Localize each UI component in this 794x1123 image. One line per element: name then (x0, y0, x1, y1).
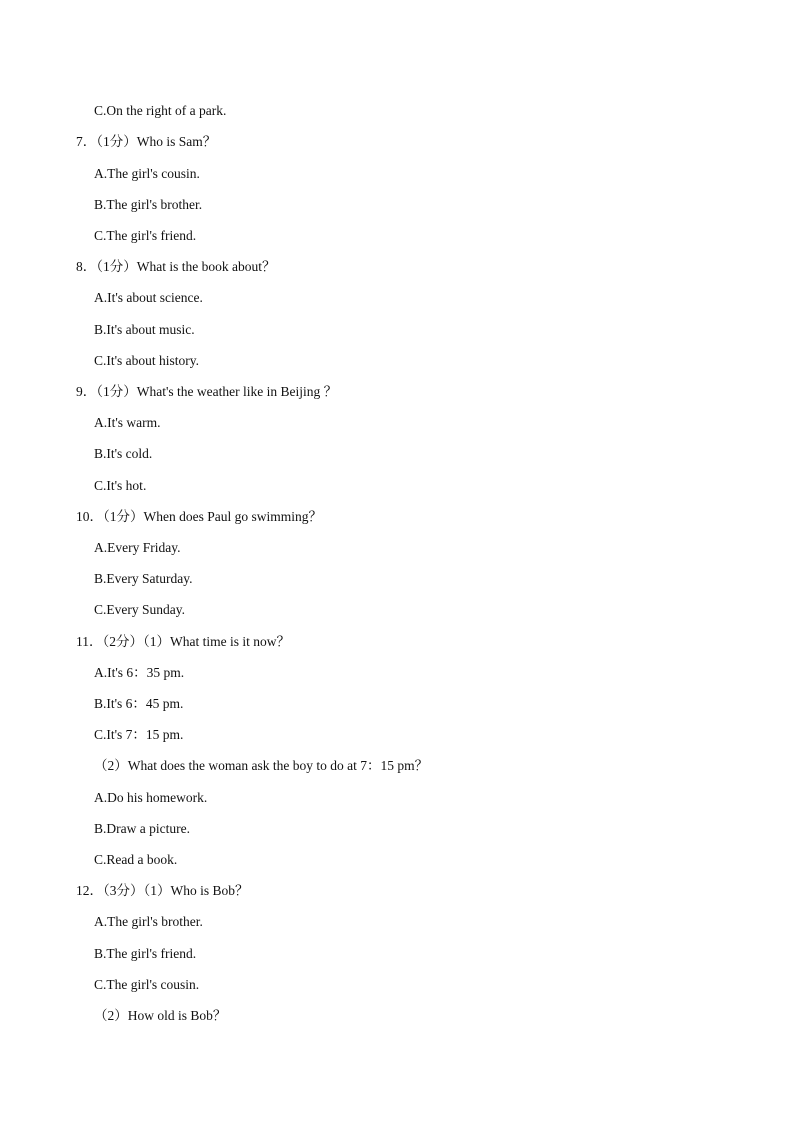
option-7c: C.The girl's friend. (94, 228, 197, 243)
option-9c: C.It's hot. (94, 478, 147, 493)
option-7b: B.The girl's brother. (94, 197, 203, 212)
option-9a: A.It's warm. (94, 415, 161, 430)
option-8a: A.It's about science. (94, 290, 203, 305)
option-11-2c: C.Read a book. (94, 852, 178, 867)
option-10b: B.Every Saturday. (94, 571, 193, 586)
option-11-2b: B.Draw a picture. (94, 821, 190, 836)
option-8c: C.It's about history. (94, 353, 200, 368)
option-12-1b: B.The girl's friend. (94, 946, 197, 961)
option-6c: C.On the right of a park. (94, 103, 227, 118)
option-11-1b: B.It's 6：45 pm. (94, 696, 184, 711)
option-11-1c: C.It's 7：15 pm. (94, 727, 184, 742)
option-9b: B.It's cold. (94, 446, 153, 461)
option-10a: A.Every Friday. (94, 540, 181, 555)
question-11-part-2: （2）What does the woman ask the boy to do at 7：15 pm？ (94, 758, 429, 773)
option-8b: B.It's about music. (94, 322, 195, 337)
question-11: 11．（2分）（1）What time is it now？ (76, 634, 290, 649)
question-12: 12．（3分）（1）Who is Bob？ (76, 883, 249, 898)
option-11-2a: A.Do his homework. (94, 790, 208, 805)
question-10: 10．（1分）When does Paul go swimming？ (76, 509, 322, 524)
option-7a: A.The girl's cousin. (94, 166, 200, 181)
question-7: 7．（1分）Who is Sam？ (76, 134, 217, 149)
question-9: 9．（1分）What's the weather like in Beijing ？ (76, 384, 338, 399)
option-10c: C.Every Sunday. (94, 602, 185, 617)
option-12-1a: A.The girl's brother. (94, 914, 203, 929)
option-11-1a: A.It's 6：35 pm. (94, 665, 185, 680)
question-8: 8．（1分）What is the book about？ (76, 259, 276, 274)
question-12-part-2: （2）How old is Bob？ (94, 1008, 227, 1023)
option-12-1c: C.The girl's cousin. (94, 977, 200, 992)
